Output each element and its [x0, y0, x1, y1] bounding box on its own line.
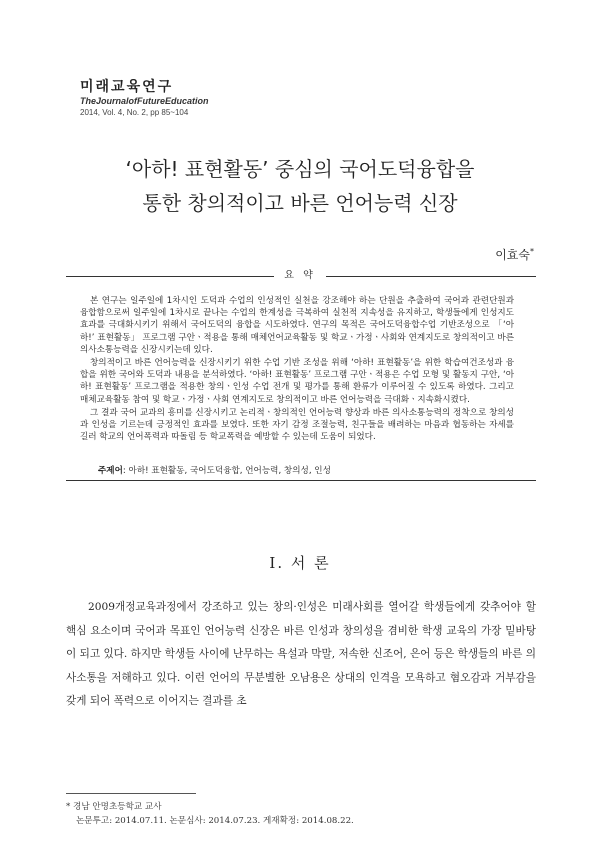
journal-subtitle: TheJournalofFutureEducation: [80, 96, 209, 106]
footnote-rule: [66, 793, 196, 794]
body-text: [66, 596, 536, 714]
abstract-paragraph-2: 창의적이고 바른 언어능력을 신장시키기 위한 수업 기반 조성을 위해 ‘아하! 표현활동’을 위한 학습여건조성과 융합을 위한 국어와 도덕과 내용을 분석하였다. ‘아하! 표현활동’ 프로그램 구안ㆍ적용은 수업 모형 및 활동지 구안, ‘아하! 표현활동’ 프로그램을 적용한 창의ㆍ인성 수업 전개 및 평가를 통해 환류가 이루어질 수 있도록 하였다. 그리고 매체교육활동 참여 및 학교ㆍ가정ㆍ사회 연계지도로 창의적이고 바른 언어능력을 극대화ㆍ지속화시켰다.: [80, 358, 514, 405]
abstract-heading-text: 요 약: [274, 270, 326, 281]
abstract-heading: [0, 266, 600, 281]
body-paragraph: 2009개정교육과정에서 강조하고 있는 창의·인성은 미래사회를 열어갈 학생들에게 갖추어야 할 핵심 요소이며 국어과 목표인 언어능력 신장은 바른 인성과 창의성을 겸비한 학생 교육의 가장 밑바탕이 되고 있다. 하지만 학생들 사이에 난무하는 욕설과 막말, 저속한 신조어, 은어 등은 학생들의 바른 의사소통을 저해하고 있다. 이런 언어의 무분별한 오남용은 상대의 인격을 모욕하고 혐오감과 거부감을 갖게 되어 폭력으로 이어지는 결과를 초: [66, 601, 536, 707]
author-footnote-mark: *: [530, 247, 534, 256]
author: [495, 246, 534, 263]
paper-title-line2: 통한 창의적이고 바른 언어능력 신장: [142, 191, 458, 215]
section-heading: Ⅰ. 서 론: [269, 554, 331, 572]
footnote: [66, 800, 354, 828]
paper-title-line1: ‘아하! 표현활동’ 중심의 국어도덕융합을: [125, 157, 475, 181]
paper-title: [0, 152, 600, 220]
abstract-body: [80, 295, 514, 444]
journal-title: 미래교육연구: [80, 79, 174, 95]
author-name: 이효숙: [495, 248, 530, 262]
keywords-label: 주제어: [98, 466, 123, 476]
footnote-affiliation: * 경남 안명초등학교 교사: [66, 802, 162, 812]
journal-issue: 2014, Vol. 4, No. 2, pp 85~104: [80, 108, 189, 117]
footnote-dates: 논문투고: 2014.07.11. 논문심사: 2014.07.23. 게재확정: 2014.08.22.: [76, 816, 354, 826]
abstract-bottom-rule: [66, 480, 536, 481]
abstract-paragraph-1: 본 연구는 일주일에 1차시인 도덕과 수업의 인성적인 실천을 강조해야 하는 단원을 추출하여 국어과 관련단원과 융합함으로써 일주일에 1차시로 끝나는 수업의 한계성을 극복하여 실천적 지속성을 유지하고, 학생들에게 인성지도 효과를 극대화시키기 위해서 국어도덕의 융합을 시도하였다. 연구의 목적은 국어도덕융합수업 기반조성으로 「‘아하!’ 표현활동」 프로그램 구안ㆍ적용을 통해 매체언어교육활동 및 학교ㆍ가정ㆍ사회와 연계지도로 창의적이고 바른 의사소통능력을 신장시키는데 있다.: [80, 296, 514, 355]
keywords-list: : 아하! 표현활동, 국어도덕융합, 언어능력, 창의성, 인성: [122, 466, 331, 476]
keywords: [98, 464, 331, 476]
abstract-paragraph-3: 그 결과 국어 교과의 흥미를 신장시키고 논리적ㆍ창의적인 언어능력 향상과 바른 의사소통능력의 정착으로 창의성과 인성을 기르는데 긍정적인 효과를 보였다. 또한 자기 감정 조절능력, 친구들을 배려하는 마음과 협동하는 자세를 길러 학교의 언어폭력과 따돌림 등 학교폭력을 예방할 수 있는데 도움이 되었다.: [80, 407, 514, 443]
journal-header: [80, 80, 209, 118]
